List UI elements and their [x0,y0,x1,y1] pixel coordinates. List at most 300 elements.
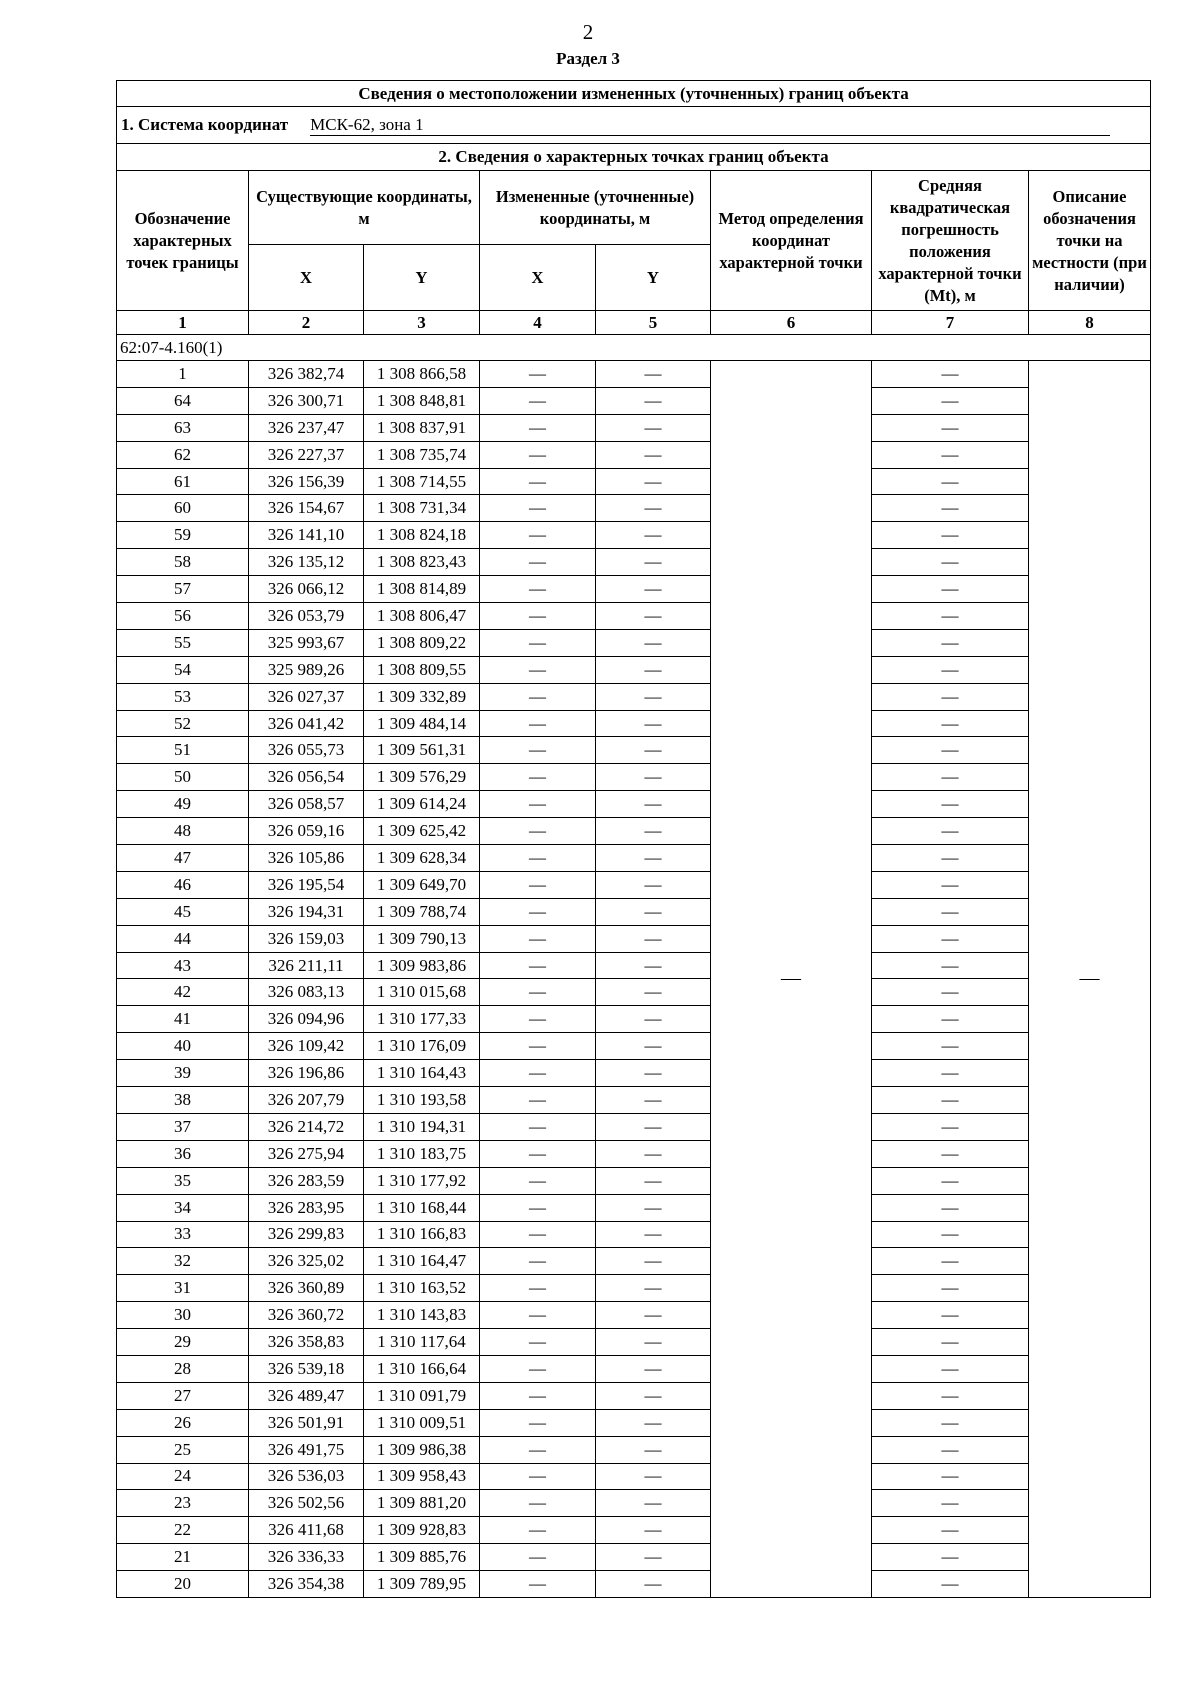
section-title: Раздел 3 [556,49,620,68]
existing-x: 326 135,12 [249,549,364,576]
point-number: 59 [117,522,249,549]
error-cell: — [872,1544,1029,1571]
changed-y: — [596,1194,711,1221]
changed-x: — [480,1194,596,1221]
point-number: 21 [117,1544,249,1571]
existing-y: 1 309 561,31 [364,737,480,764]
existing-y: 1 310 143,83 [364,1302,480,1329]
existing-y: 1 310 177,92 [364,1167,480,1194]
existing-x: 326 501,91 [249,1409,364,1436]
error-cell: — [872,898,1029,925]
point-number: 54 [117,656,249,683]
table-row [117,979,1151,1006]
existing-y: 1 309 885,76 [364,1544,480,1571]
changed-x: — [480,1033,596,1060]
changed-x: — [480,1302,596,1329]
existing-y: 1 308 809,55 [364,656,480,683]
table-row [117,764,1151,791]
changed-y: — [596,414,711,441]
changed-x: — [480,791,596,818]
changed-x: — [480,1087,596,1114]
error-cell: — [872,1490,1029,1517]
changed-y: — [596,1571,711,1598]
table-row [117,898,1151,925]
existing-x: 326 491,75 [249,1436,364,1463]
existing-x: 326 237,47 [249,414,364,441]
existing-x: 326 027,37 [249,683,364,710]
changed-y: — [596,1087,711,1114]
header-designation: Обозначение характерных точек границы [117,171,249,311]
point-number: 49 [117,791,249,818]
changed-y: — [596,603,711,630]
existing-y: 1 309 790,13 [364,925,480,952]
error-cell: — [872,1275,1029,1302]
changed-x: — [480,495,596,522]
changed-x: — [480,1275,596,1302]
existing-x: 326 056,54 [249,764,364,791]
changed-x: — [480,737,596,764]
existing-x: 326 053,79 [249,603,364,630]
point-number: 52 [117,710,249,737]
column-number: 4 [480,311,596,335]
table-title: Сведения о местоположении измененных (уточненных) границ объекта [117,81,1151,107]
existing-x: 326 411,68 [249,1517,364,1544]
points-title: 2. Сведения о характерных точках границ объекта [117,144,1151,171]
changed-y: — [596,1490,711,1517]
header-changed-x: X [480,245,596,311]
table-row [117,1382,1151,1409]
point-number: 42 [117,979,249,1006]
table-row [117,1355,1151,1382]
table-row [117,1490,1151,1517]
error-cell: — [872,361,1029,388]
point-number: 28 [117,1355,249,1382]
existing-x: 326 058,57 [249,791,364,818]
table-row [117,1167,1151,1194]
existing-y: 1 308 714,55 [364,468,480,495]
error-cell: — [872,1033,1029,1060]
existing-y: 1 309 881,20 [364,1490,480,1517]
existing-x: 326 207,79 [249,1087,364,1114]
existing-y: 1 309 649,70 [364,871,480,898]
point-number: 27 [117,1382,249,1409]
error-cell: — [872,1329,1029,1356]
point-number: 1 [117,361,249,388]
existing-x: 326 360,89 [249,1275,364,1302]
changed-y: — [596,1033,711,1060]
error-cell: — [872,1248,1029,1275]
point-number: 33 [117,1221,249,1248]
point-number: 25 [117,1436,249,1463]
point-number: 46 [117,871,249,898]
existing-y: 1 308 824,18 [364,522,480,549]
changed-y: — [596,495,711,522]
column-number: 7 [872,311,1029,335]
error-cell: — [872,1463,1029,1490]
error-cell: — [872,1221,1029,1248]
changed-x: — [480,1329,596,1356]
error-cell: — [872,1140,1029,1167]
existing-x: 326 283,95 [249,1194,364,1221]
existing-x: 326 300,71 [249,387,364,414]
existing-x: 326 360,72 [249,1302,364,1329]
error-cell: — [872,925,1029,952]
existing-y: 1 310 183,75 [364,1140,480,1167]
table-row [117,1329,1151,1356]
existing-y: 1 309 576,29 [364,764,480,791]
point-number: 36 [117,1140,249,1167]
changed-x: — [480,1248,596,1275]
existing-y: 1 310 009,51 [364,1409,480,1436]
coord-system-row [117,107,1151,144]
changed-x: — [480,603,596,630]
header-existing: Существующие координаты, м [249,171,480,245]
changed-y: — [596,952,711,979]
error-cell: — [872,522,1029,549]
changed-y: — [596,387,711,414]
error-cell: — [872,952,1029,979]
existing-y: 1 308 866,58 [364,361,480,388]
header-description: Описание обозначения точки на местности (при наличии) [1029,171,1151,311]
existing-y: 1 309 788,74 [364,898,480,925]
point-number: 41 [117,1006,249,1033]
table-row [117,414,1151,441]
existing-y: 1 308 823,43 [364,549,480,576]
existing-x: 326 195,54 [249,871,364,898]
table-row [117,791,1151,818]
table-row [117,1221,1151,1248]
changed-x: — [480,629,596,656]
existing-y: 1 310 091,79 [364,1382,480,1409]
error-cell: — [872,979,1029,1006]
error-cell: — [872,629,1029,656]
table-row [117,1275,1151,1302]
error-cell: — [872,549,1029,576]
changed-y: — [596,1517,711,1544]
table-row [117,1409,1151,1436]
existing-x: 326 211,11 [249,952,364,979]
existing-y: 1 309 986,38 [364,1436,480,1463]
changed-x: — [480,441,596,468]
changed-y: — [596,1275,711,1302]
existing-y: 1 310 166,83 [364,1221,480,1248]
error-cell: — [872,414,1029,441]
existing-x: 326 536,03 [249,1463,364,1490]
existing-x: 326 275,94 [249,1140,364,1167]
error-cell: — [872,576,1029,603]
coord-system-label: 1. Система координат [121,114,289,134]
error-cell: — [872,1087,1029,1114]
table-row [117,387,1151,414]
page-number: 2 [582,20,594,44]
existing-x: 326 196,86 [249,1060,364,1087]
changed-y: — [596,818,711,845]
changed-y: — [596,522,711,549]
header-error: Средняя квадратическая погрешность положения характерной точки (Mt), м [872,171,1029,311]
existing-x: 326 109,42 [249,1033,364,1060]
changed-x: — [480,845,596,872]
existing-x: 326 382,74 [249,361,364,388]
error-cell: — [872,441,1029,468]
changed-y: — [596,1463,711,1490]
changed-x: — [480,1463,596,1490]
header-existing-y: Y [364,245,480,311]
table-row [117,468,1151,495]
table-row [117,1194,1151,1221]
existing-y: 1 309 958,43 [364,1463,480,1490]
changed-x: — [480,1060,596,1087]
point-number: 45 [117,898,249,925]
existing-y: 1 310 164,43 [364,1060,480,1087]
table-row [117,1463,1151,1490]
existing-y: 1 310 168,44 [364,1194,480,1221]
changed-x: — [480,522,596,549]
table-row [117,549,1151,576]
table-row [117,1113,1151,1140]
table-row [117,1060,1151,1087]
existing-y: 1 308 731,34 [364,495,480,522]
error-cell: — [872,656,1029,683]
existing-y: 1 308 809,22 [364,629,480,656]
changed-x: — [480,1140,596,1167]
error-cell: — [872,1113,1029,1140]
changed-x: — [480,1221,596,1248]
existing-y: 1 308 806,47 [364,603,480,630]
changed-y: — [596,656,711,683]
error-cell: — [872,1006,1029,1033]
point-number: 50 [117,764,249,791]
existing-y: 1 309 628,34 [364,845,480,872]
changed-y: — [596,845,711,872]
point-number: 47 [117,845,249,872]
point-number: 48 [117,818,249,845]
point-number: 22 [117,1517,249,1544]
changed-y: — [596,1006,711,1033]
changed-x: — [480,1571,596,1598]
existing-x: 325 989,26 [249,656,364,683]
changed-y: — [596,979,711,1006]
existing-y: 1 309 484,14 [364,710,480,737]
point-number: 60 [117,495,249,522]
changed-x: — [480,952,596,979]
existing-x: 326 041,42 [249,710,364,737]
table-row [117,1033,1151,1060]
existing-x: 326 336,33 [249,1544,364,1571]
header-method: Метод определения координат характерной точки [711,171,872,311]
existing-x: 326 489,47 [249,1382,364,1409]
existing-x: 326 539,18 [249,1355,364,1382]
error-cell: — [872,818,1029,845]
existing-y: 1 309 928,83 [364,1517,480,1544]
column-number: 3 [364,311,480,335]
column-number: 2 [249,311,364,335]
existing-y: 1 310 193,58 [364,1087,480,1114]
error-cell: — [872,764,1029,791]
existing-x: 326 141,10 [249,522,364,549]
changed-y: — [596,1329,711,1356]
existing-x: 326 502,56 [249,1490,364,1517]
changed-x: — [480,1113,596,1140]
existing-x: 326 283,59 [249,1167,364,1194]
changed-x: — [480,468,596,495]
boundary-points-table [116,80,1151,1598]
table-row [117,1571,1151,1598]
existing-x: 326 354,38 [249,1571,364,1598]
existing-y: 1 310 194,31 [364,1113,480,1140]
changed-x: — [480,1382,596,1409]
error-cell: — [872,710,1029,737]
error-cell: — [872,1302,1029,1329]
point-number: 64 [117,387,249,414]
changed-x: — [480,576,596,603]
existing-x: 326 194,31 [249,898,364,925]
error-cell: — [872,1355,1029,1382]
table-row [117,818,1151,845]
changed-y: — [596,871,711,898]
table-row [117,629,1151,656]
point-number: 57 [117,576,249,603]
point-number: 35 [117,1167,249,1194]
changed-x: — [480,925,596,952]
changed-x: — [480,414,596,441]
error-cell: — [872,1436,1029,1463]
table-row [117,1517,1151,1544]
changed-y: — [596,549,711,576]
changed-x: — [480,656,596,683]
changed-y: — [596,764,711,791]
error-cell: — [872,737,1029,764]
changed-y: — [596,710,711,737]
existing-y: 1 309 614,24 [364,791,480,818]
point-number: 24 [117,1463,249,1490]
existing-y: 1 308 814,89 [364,576,480,603]
table-row [117,495,1151,522]
changed-y: — [596,1167,711,1194]
existing-y: 1 309 332,89 [364,683,480,710]
error-cell: — [872,1167,1029,1194]
error-cell: — [872,791,1029,818]
existing-x: 326 358,83 [249,1329,364,1356]
existing-x: 326 299,83 [249,1221,364,1248]
description-cell: — [1029,361,1151,1598]
existing-y: 1 309 789,95 [364,1571,480,1598]
table-row [117,925,1151,952]
error-cell: — [872,871,1029,898]
existing-x: 326 105,86 [249,845,364,872]
existing-x: 326 156,39 [249,468,364,495]
column-number: 8 [1029,311,1151,335]
error-cell: — [872,1382,1029,1409]
existing-x: 326 159,03 [249,925,364,952]
point-number: 39 [117,1060,249,1087]
point-number: 61 [117,468,249,495]
changed-x: — [480,683,596,710]
column-number: 1 [117,311,249,335]
existing-x: 326 154,67 [249,495,364,522]
existing-y: 1 309 625,42 [364,818,480,845]
point-number: 44 [117,925,249,952]
existing-y: 1 310 177,33 [364,1006,480,1033]
changed-y: — [596,1221,711,1248]
table-row [117,1006,1151,1033]
changed-x: — [480,1490,596,1517]
existing-y: 1 309 983,86 [364,952,480,979]
changed-y: — [596,1113,711,1140]
changed-y: — [596,629,711,656]
error-cell: — [872,603,1029,630]
point-number: 38 [117,1087,249,1114]
changed-x: — [480,1167,596,1194]
existing-y: 1 308 735,74 [364,441,480,468]
changed-y: — [596,1060,711,1087]
table-row [117,683,1151,710]
changed-x: — [480,1409,596,1436]
table-row [117,1140,1151,1167]
changed-x: — [480,871,596,898]
point-number: 26 [117,1409,249,1436]
changed-y: — [596,1248,711,1275]
changed-x: — [480,710,596,737]
column-number: 5 [596,311,711,335]
error-cell: — [872,1517,1029,1544]
changed-x: — [480,387,596,414]
existing-y: 1 310 164,47 [364,1248,480,1275]
changed-x: — [480,361,596,388]
existing-x: 326 083,13 [249,979,364,1006]
point-number: 58 [117,549,249,576]
table-row [117,845,1151,872]
existing-x: 326 059,16 [249,818,364,845]
point-number: 62 [117,441,249,468]
table-row [117,603,1151,630]
existing-x: 325 993,67 [249,629,364,656]
method-cell: — [711,361,872,1598]
table-row [117,952,1151,979]
point-number: 43 [117,952,249,979]
changed-y: — [596,791,711,818]
table-row [117,1087,1151,1114]
existing-y: 1 310 117,64 [364,1329,480,1356]
table-row [117,1544,1151,1571]
error-cell: — [872,495,1029,522]
table-row [117,1248,1151,1275]
existing-y: 1 308 848,81 [364,387,480,414]
point-number: 30 [117,1302,249,1329]
table-row [117,361,1151,388]
existing-x: 326 066,12 [249,576,364,603]
point-number: 40 [117,1033,249,1060]
point-number: 51 [117,737,249,764]
point-number: 55 [117,629,249,656]
changed-y: — [596,468,711,495]
changed-y: — [596,1355,711,1382]
column-number: 6 [711,311,872,335]
error-cell: — [872,1060,1029,1087]
changed-y: — [596,737,711,764]
point-number: 23 [117,1490,249,1517]
error-cell: — [872,1409,1029,1436]
error-cell: — [872,387,1029,414]
changed-y: — [596,1382,711,1409]
existing-x: 326 325,02 [249,1248,364,1275]
table-row [117,522,1151,549]
changed-x: — [480,979,596,1006]
existing-y: 1 310 163,52 [364,1275,480,1302]
point-number: 34 [117,1194,249,1221]
existing-y: 1 308 837,91 [364,414,480,441]
changed-y: — [596,1544,711,1571]
point-number: 32 [117,1248,249,1275]
